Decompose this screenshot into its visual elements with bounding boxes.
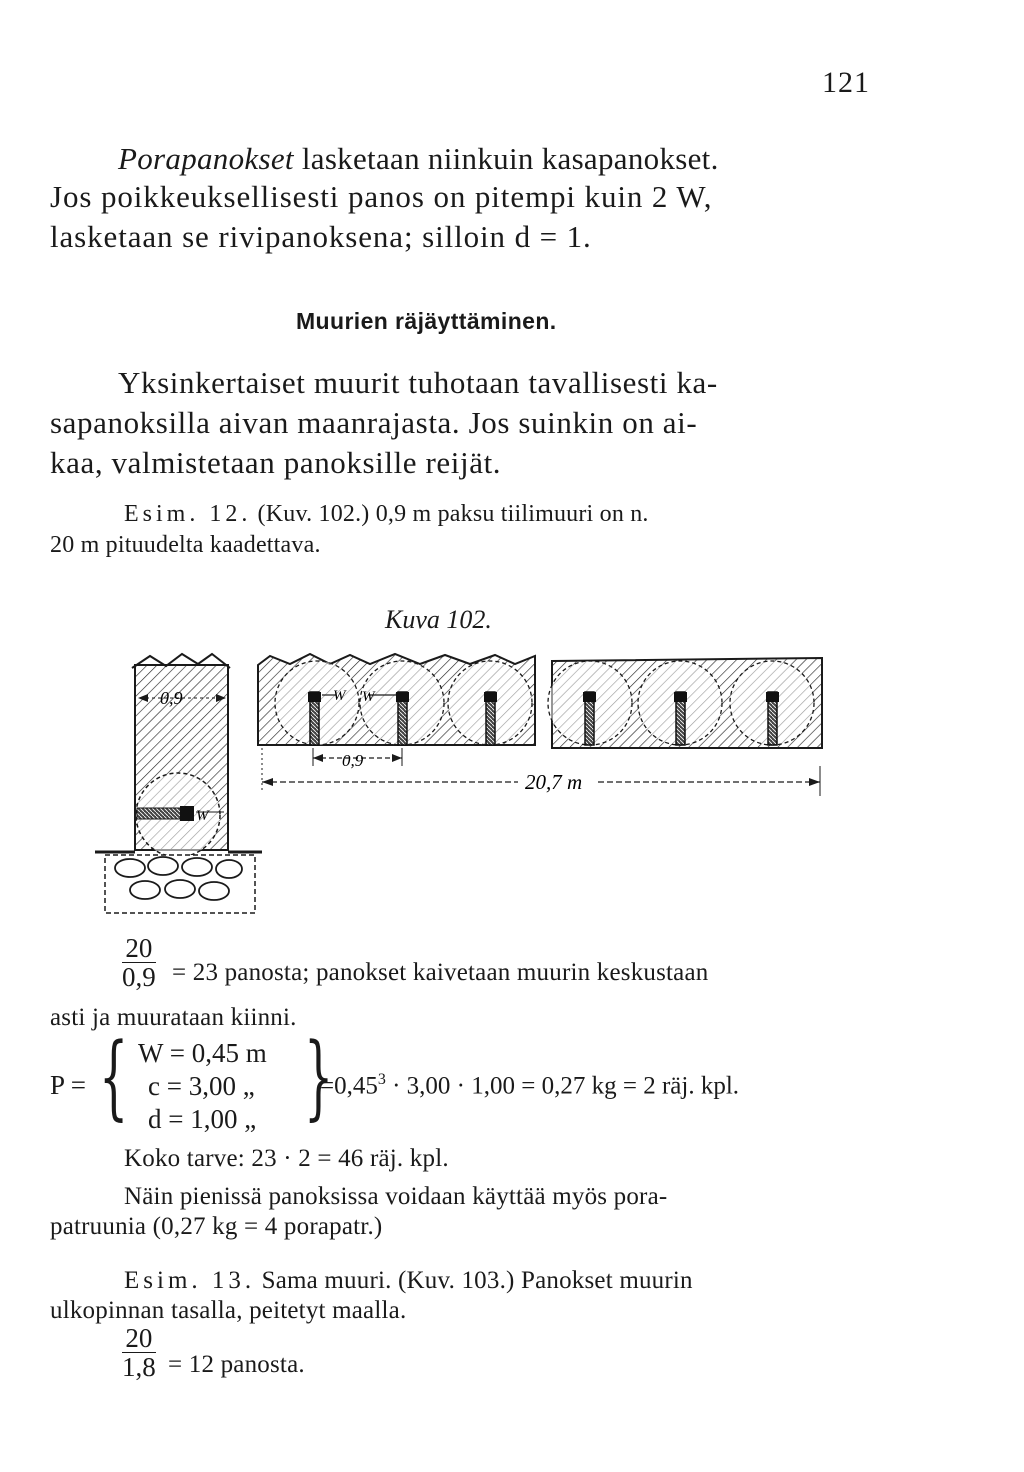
label-spacing: 0,9 — [342, 751, 364, 770]
note-line-1: Näin pienissä panoksissa voidaan käyttää myös pora- — [124, 1183, 668, 1210]
fraction-1-numerator: 20 — [122, 934, 156, 963]
formula-lhs: P = — [50, 1070, 86, 1100]
formula-row-1: W = 0,45 m — [138, 1038, 267, 1068]
formula-row-2: c = 3,00 „ — [148, 1071, 255, 1101]
example-13-line-1-rest: Sama muuri. (Kuv. 103.) Panokset muurin — [255, 1267, 693, 1294]
section-para-line-3: kaa, valmistetaan panoksille reijät. — [50, 445, 502, 480]
intro-line-3: lasketaan se rivipanoksena; silloin d = 1. — [50, 219, 592, 254]
label-thickness: 0,9 — [160, 688, 183, 708]
label-w-top-left: W — [333, 688, 346, 704]
calc-1-line-2: asti ja muurataan kiinni. — [50, 1004, 297, 1031]
formula-rhs-part-1: =0,45 — [320, 1072, 378, 1100]
wall-cross-section — [132, 654, 230, 857]
fraction-2-denominator: 1,8 — [122, 1352, 156, 1382]
example-13-line-2: ulkopinnan tasalla, peitetyt maalla. — [50, 1297, 407, 1324]
formula-row-3: d = 1,00 „ — [148, 1104, 257, 1134]
formula-rhs-part-2: · 3,00 · 1,00 = 0,27 kg = 2 räj. kpl. — [385, 1072, 740, 1100]
section-heading: Muurien räjäyttäminen. — [296, 308, 557, 334]
fraction-1-denominator: 0,9 — [122, 962, 156, 992]
example-12-label: Esim. 12. — [124, 501, 252, 527]
example-12-line-1-rest: (Kuv. 102.) 0,9 m paksu tiilimuuri on n. — [251, 501, 649, 527]
formula-rhs-exponent: 3 — [377, 1071, 386, 1088]
example-12-line-2: 20 m pituudelta kaadettava. — [50, 532, 321, 558]
calc-2-result: = 12 panosta. — [168, 1351, 305, 1378]
right-brace: } — [304, 1023, 334, 1130]
fraction-1 — [122, 934, 156, 991]
calc-1-result: = 23 panosta; panokset kaivetaan muurin keskustaan — [172, 959, 709, 986]
label-w-side: W — [196, 808, 209, 824]
section-para-line-1: Yksinkertaiset muurit tuhotaan tavallisesti ka- — [118, 365, 718, 400]
figure-caption: Kuva 102. — [385, 605, 492, 634]
note-line-2: patruunia (0,27 kg = 4 porapatr.) — [50, 1213, 383, 1240]
label-w-top-right: W — [362, 689, 375, 705]
total-line: Koko tarve: 23 · 2 = 46 räj. kpl. — [124, 1145, 449, 1172]
left-brace: { — [99, 1023, 129, 1130]
example-13-line-1 — [124, 1266, 693, 1296]
foundation-stones — [95, 852, 262, 913]
intro-line-2: Jos poikkeuksellisesti panos on pitempi kuin 2 W, — [50, 179, 713, 214]
label-length: 20,7 m — [525, 770, 583, 794]
section-para-line-2: sapanoksilla aivan maanrajasta. Jos suinkin on ai- — [50, 405, 698, 440]
formula-rhs — [320, 1071, 739, 1100]
page-number: 121 — [822, 66, 870, 99]
fraction-2-numerator: 20 — [122, 1324, 156, 1353]
intro-line-1-rest: lasketaan niinkuin kasapanokset. — [293, 141, 719, 176]
italic-term: Porapanokset — [118, 141, 294, 176]
example-13-label: Esim. 13. — [124, 1267, 256, 1294]
fraction-2 — [122, 1324, 156, 1381]
